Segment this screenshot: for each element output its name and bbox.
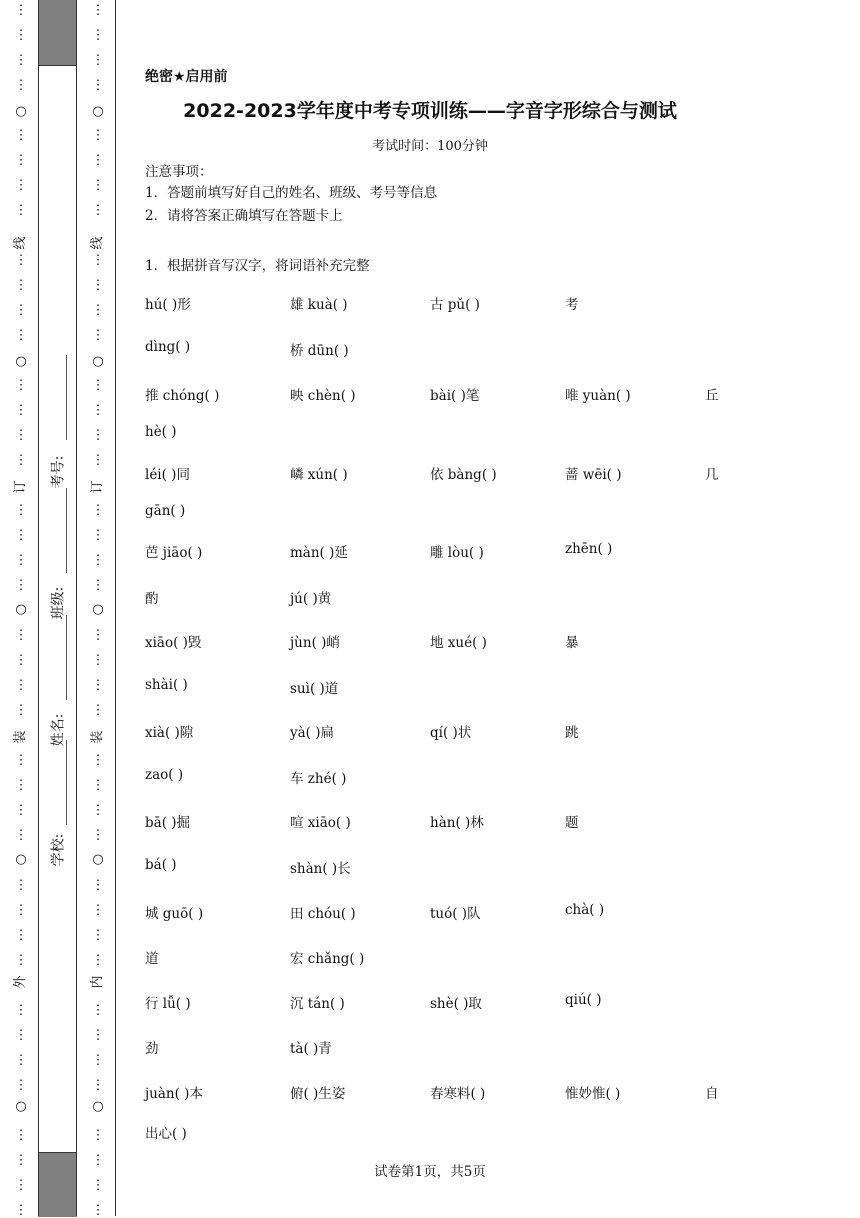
dot-mark: ⋮ [14,203,28,218]
dot-mark: ⋮ [91,53,105,68]
dot-mark: ⋮ [91,628,105,643]
dot-mark: ⋮ [14,1153,28,1168]
fill-blank-item[interactable]: shài( ) [145,677,188,693]
dot-mark: ⋮ [91,303,105,318]
dot-mark: ⋮ [91,1203,105,1218]
dot-mark: ⋮ [91,578,105,593]
fill-blank-item[interactable]: 蔷 wēi( ) [565,467,622,483]
fill-blank-item[interactable]: 考 [565,297,579,313]
school-label: 学校: [50,833,67,867]
outer-binding-char: 线 [13,236,28,250]
fill-blank-item[interactable]: juàn( )本 [145,1086,203,1102]
dot-mark: ⋮ [14,553,28,568]
fill-blank-item[interactable]: 喧 xiāo( ) [290,815,351,831]
fill-blank-item[interactable]: zhēn( ) [565,541,613,557]
question-row [145,857,745,877]
class-line [66,488,67,573]
question-row [145,541,745,561]
dot-mark: ⋮ [14,628,28,643]
dot-mark: ⋮ [14,278,28,293]
name-label: 姓名: [50,713,67,747]
dot-mark: ⋮ [14,1078,28,1093]
fill-blank-item[interactable]: bā( )掘 [145,815,191,831]
fill-blank-item[interactable]: 古 pǔ( ) [430,297,480,313]
fill-blank-item[interactable]: chà( ) [565,902,605,918]
dot-mark: ⋮ [14,328,28,343]
binding-border-right [76,0,77,1216]
fill-blank-item[interactable]: 暴 [565,635,579,651]
binding-gray-top [38,0,77,66]
circle-mark: ○ [92,852,104,867]
fill-blank-item[interactable]: xià( )隙 [145,725,194,741]
dot-mark: ⋮ [14,578,28,593]
exam-time: 考试时间：100分钟 [372,139,488,154]
fill-blank-item[interactable]: 芭 jiāo( ) [145,545,203,561]
fill-blank-item[interactable]: 俯( )生姿 [290,1086,346,1102]
fill-blank-item[interactable]: qí( )状 [430,725,472,741]
inner-binding-char: 线 [90,236,105,250]
binding-gray-bottom [38,1152,77,1217]
dot-mark: ⋮ [91,128,105,143]
question-row [145,1122,745,1142]
fill-blank-item[interactable]: 地 xué( ) [430,635,487,651]
dot-mark: ⋮ [14,253,28,268]
dot-mark: ⋮ [91,553,105,568]
exam-no-line [66,355,67,440]
dot-mark: ⋮ [14,1203,28,1218]
circle-mark: ○ [15,354,27,369]
fill-blank-item[interactable]: bài( )笔 [430,388,480,404]
fill-blank-item[interactable]: 映 chèn( ) [290,388,356,404]
fill-blank-item[interactable]: 出心( ) [145,1126,187,1142]
dot-mark: ⋮ [14,3,28,18]
dot-mark: ⋮ [91,278,105,293]
dot-mark: ⋮ [14,528,28,543]
dot-mark: ⋮ [14,953,28,968]
fill-blank-item[interactable]: 城 guō( ) [145,906,204,922]
dot-mark: ⋮ [91,903,105,918]
note-item: 2．请将答案正确填写在答题卡上 [145,208,343,224]
fill-blank-item[interactable]: jú( )黄 [290,591,332,607]
fill-blank-item[interactable]: 桥 dūn( ) [290,343,349,359]
dot-mark: ⋮ [14,828,28,843]
dot-mark: ⋮ [14,128,28,143]
fill-blank-item[interactable]: shè( )取 [430,996,482,1012]
circle-mark: ○ [92,602,104,617]
class-field[interactable] [38,586,77,620]
question-row [145,587,745,607]
circle-mark: ○ [15,852,27,867]
fill-blank-item[interactable]: dìng( ) [145,339,191,355]
fill-blank-item[interactable]: zao( ) [145,767,184,783]
fill-blank-item[interactable]: 几 [705,467,719,483]
dot-mark: ⋮ [91,928,105,943]
dot-mark: ⋮ [91,1128,105,1143]
circle-mark: ○ [15,1099,27,1114]
dot-mark: ⋮ [91,1003,105,1018]
question-row [145,947,745,967]
outer-binding-char: 订 [13,480,28,494]
question-row [145,677,745,697]
dot-mark: ⋮ [91,678,105,693]
dot-mark: ⋮ [14,503,28,518]
fill-blank-item[interactable]: jùn( )峭 [290,635,340,651]
dot-mark: ⋮ [91,803,105,818]
dot-mark: ⋮ [14,178,28,193]
fill-blank-item[interactable]: 行 lǚ( ) [145,996,191,1012]
fill-blank-item[interactable]: tà( )青 [290,1041,332,1057]
dot-mark: ⋮ [91,503,105,518]
dot-mark: ⋮ [91,1153,105,1168]
circle-mark: ○ [92,354,104,369]
school-line [66,740,67,825]
fill-blank-item[interactable]: shàn( )长 [290,861,351,877]
fill-blank-item[interactable]: 依 bàng( ) [430,467,497,483]
dot-mark: ⋮ [91,203,105,218]
fill-blank-item[interactable]: yà( )扁 [290,725,335,741]
question-row [145,992,745,1012]
question-row [145,339,745,359]
question-row [145,902,745,922]
inner-dotted-line [91,0,105,1216]
dot-mark: ⋮ [91,753,105,768]
question-row [145,1082,745,1102]
dot-mark: ⋮ [14,703,28,718]
dot-mark: ⋮ [14,28,28,43]
question-row [145,811,745,831]
exam-no-field[interactable] [38,455,77,489]
dot-mark: ⋮ [14,653,28,668]
fill-blank-item[interactable]: 丘 [705,388,719,404]
page-title: 2022-2023学年度中考专项训练——字音字形综合与测试 [183,100,677,122]
dot-mark: ⋮ [91,253,105,268]
fill-blank-item[interactable]: 劲 [145,1041,159,1057]
dot-mark: ⋮ [14,1053,28,1068]
dot-mark: ⋮ [91,403,105,418]
fill-blank-item[interactable]: 沉 tán( ) [290,996,345,1012]
fill-blank-item[interactable]: 道 [145,951,159,967]
fill-blank-item[interactable]: 自 [705,1086,719,1102]
dot-mark: ⋮ [91,1078,105,1093]
fill-blank-item[interactable]: hú( )形 [145,297,191,313]
question-row [145,631,745,651]
dot-mark: ⋮ [91,3,105,18]
fill-blank-item[interactable]: 惟妙惟( ) [565,1086,621,1102]
fill-blank-item[interactable]: 春寒料( ) [430,1086,486,1102]
name-line [66,615,67,700]
question-row [145,767,745,787]
question-row [145,384,745,404]
dot-mark: ⋮ [14,1178,28,1193]
dot-mark: ⋮ [14,678,28,693]
dot-mark: ⋮ [91,653,105,668]
note-item: 1．答题前填写好自己的姓名、班级、考号等信息 [145,185,438,201]
dot-mark: ⋮ [91,153,105,168]
dot-mark: ⋮ [91,703,105,718]
dot-mark: ⋮ [91,178,105,193]
dot-mark: ⋮ [14,428,28,443]
dot-mark: ⋮ [14,928,28,943]
inner-binding-char: 订 [90,480,105,494]
fill-blank-item[interactable]: 唯 yuàn( ) [565,388,631,404]
dot-mark: ⋮ [14,378,28,393]
dot-mark: ⋮ [14,903,28,918]
name-field[interactable] [38,713,77,747]
secret-label: 绝密★启用前 [145,69,228,85]
dot-mark: ⋮ [14,303,28,318]
dot-mark: ⋮ [14,78,28,93]
fill-blank-item[interactable]: xiāo( )毁 [145,635,202,651]
fill-blank-item[interactable]: 车 zhé( ) [290,771,347,787]
fill-blank-item[interactable]: qiú( ) [565,992,602,1008]
dot-mark: ⋮ [14,53,28,68]
outer-binding-char: 外 [13,975,28,989]
question-row [145,721,745,741]
dot-mark: ⋮ [91,1028,105,1043]
dot-mark: ⋮ [14,1128,28,1143]
fill-blank-item[interactable]: hàn( )林 [430,815,484,831]
fill-blank-item[interactable]: màn( )延 [290,545,348,561]
fill-blank-item[interactable]: 跳 [565,725,579,741]
outer-binding-char: 装 [13,730,28,744]
outer-dotted-line [14,0,28,1216]
fill-blank-item[interactable]: hè( ) [145,424,177,440]
dot-mark: ⋮ [14,753,28,768]
class-label: 班级: [50,586,67,620]
dot-mark: ⋮ [14,1003,28,1018]
dot-mark: ⋮ [14,1028,28,1043]
fill-blank-item[interactable]: léi( )同 [145,467,190,483]
dot-mark: ⋮ [14,453,28,468]
dot-mark: ⋮ [91,78,105,93]
question-row [145,1037,745,1057]
dot-mark: ⋮ [14,153,28,168]
page-footer: 试卷第1页，共5页 [374,1164,486,1180]
circle-mark: ○ [92,1099,104,1114]
dot-mark: ⋮ [14,878,28,893]
dot-mark: ⋮ [91,1178,105,1193]
fill-blank-item[interactable]: tuó( )队 [430,906,481,922]
dot-mark: ⋮ [91,328,105,343]
fill-blank-item[interactable]: 题 [565,815,579,831]
dot-mark: ⋮ [14,803,28,818]
exam-no-label: 考号: [50,455,67,489]
dot-mark: ⋮ [91,28,105,43]
dot-mark: ⋮ [91,878,105,893]
circle-mark: ○ [15,602,27,617]
dot-mark: ⋮ [91,428,105,443]
question-row [145,424,745,444]
circle-mark: ○ [92,104,104,119]
dot-mark: ⋮ [91,453,105,468]
question-row [145,463,745,483]
dot-mark: ⋮ [91,953,105,968]
fill-blank-item[interactable]: 酌 [145,591,159,607]
fill-blank-item[interactable]: 雄 kuà( ) [290,297,348,313]
question-prompt: 1．根据拼音写汉字，将词语补充完整 [145,258,370,274]
fill-blank-item[interactable]: 雕 lòu( ) [430,545,484,561]
dot-mark: ⋮ [14,403,28,418]
dot-mark: ⋮ [91,378,105,393]
margin-rule [115,0,116,1216]
circle-mark: ○ [15,104,27,119]
question-row [145,293,745,313]
fill-blank-item[interactable]: gān( ) [145,503,186,519]
dot-mark: ⋮ [91,528,105,543]
question-row [145,503,745,523]
fill-blank-item[interactable]: 田 chóu( ) [290,906,356,922]
school-field[interactable] [38,833,77,867]
fill-blank-item[interactable]: 嶙 xún( ) [290,467,348,483]
dot-mark: ⋮ [91,1053,105,1068]
dot-mark: ⋮ [14,778,28,793]
inner-binding-char: 装 [90,730,105,744]
notes-heading: 注意事项： [145,164,213,180]
dot-mark: ⋮ [91,778,105,793]
fill-blank-item[interactable]: suì( )道 [290,681,339,697]
dot-mark: ⋮ [91,828,105,843]
fill-blank-item[interactable]: 宏 chǎng( ) [290,951,365,967]
binding-border-left [38,0,39,1216]
fill-blank-item[interactable]: 推 chóng( ) [145,388,220,404]
fill-blank-item[interactable]: bá( ) [145,857,177,873]
inner-binding-char: 内 [90,975,105,989]
